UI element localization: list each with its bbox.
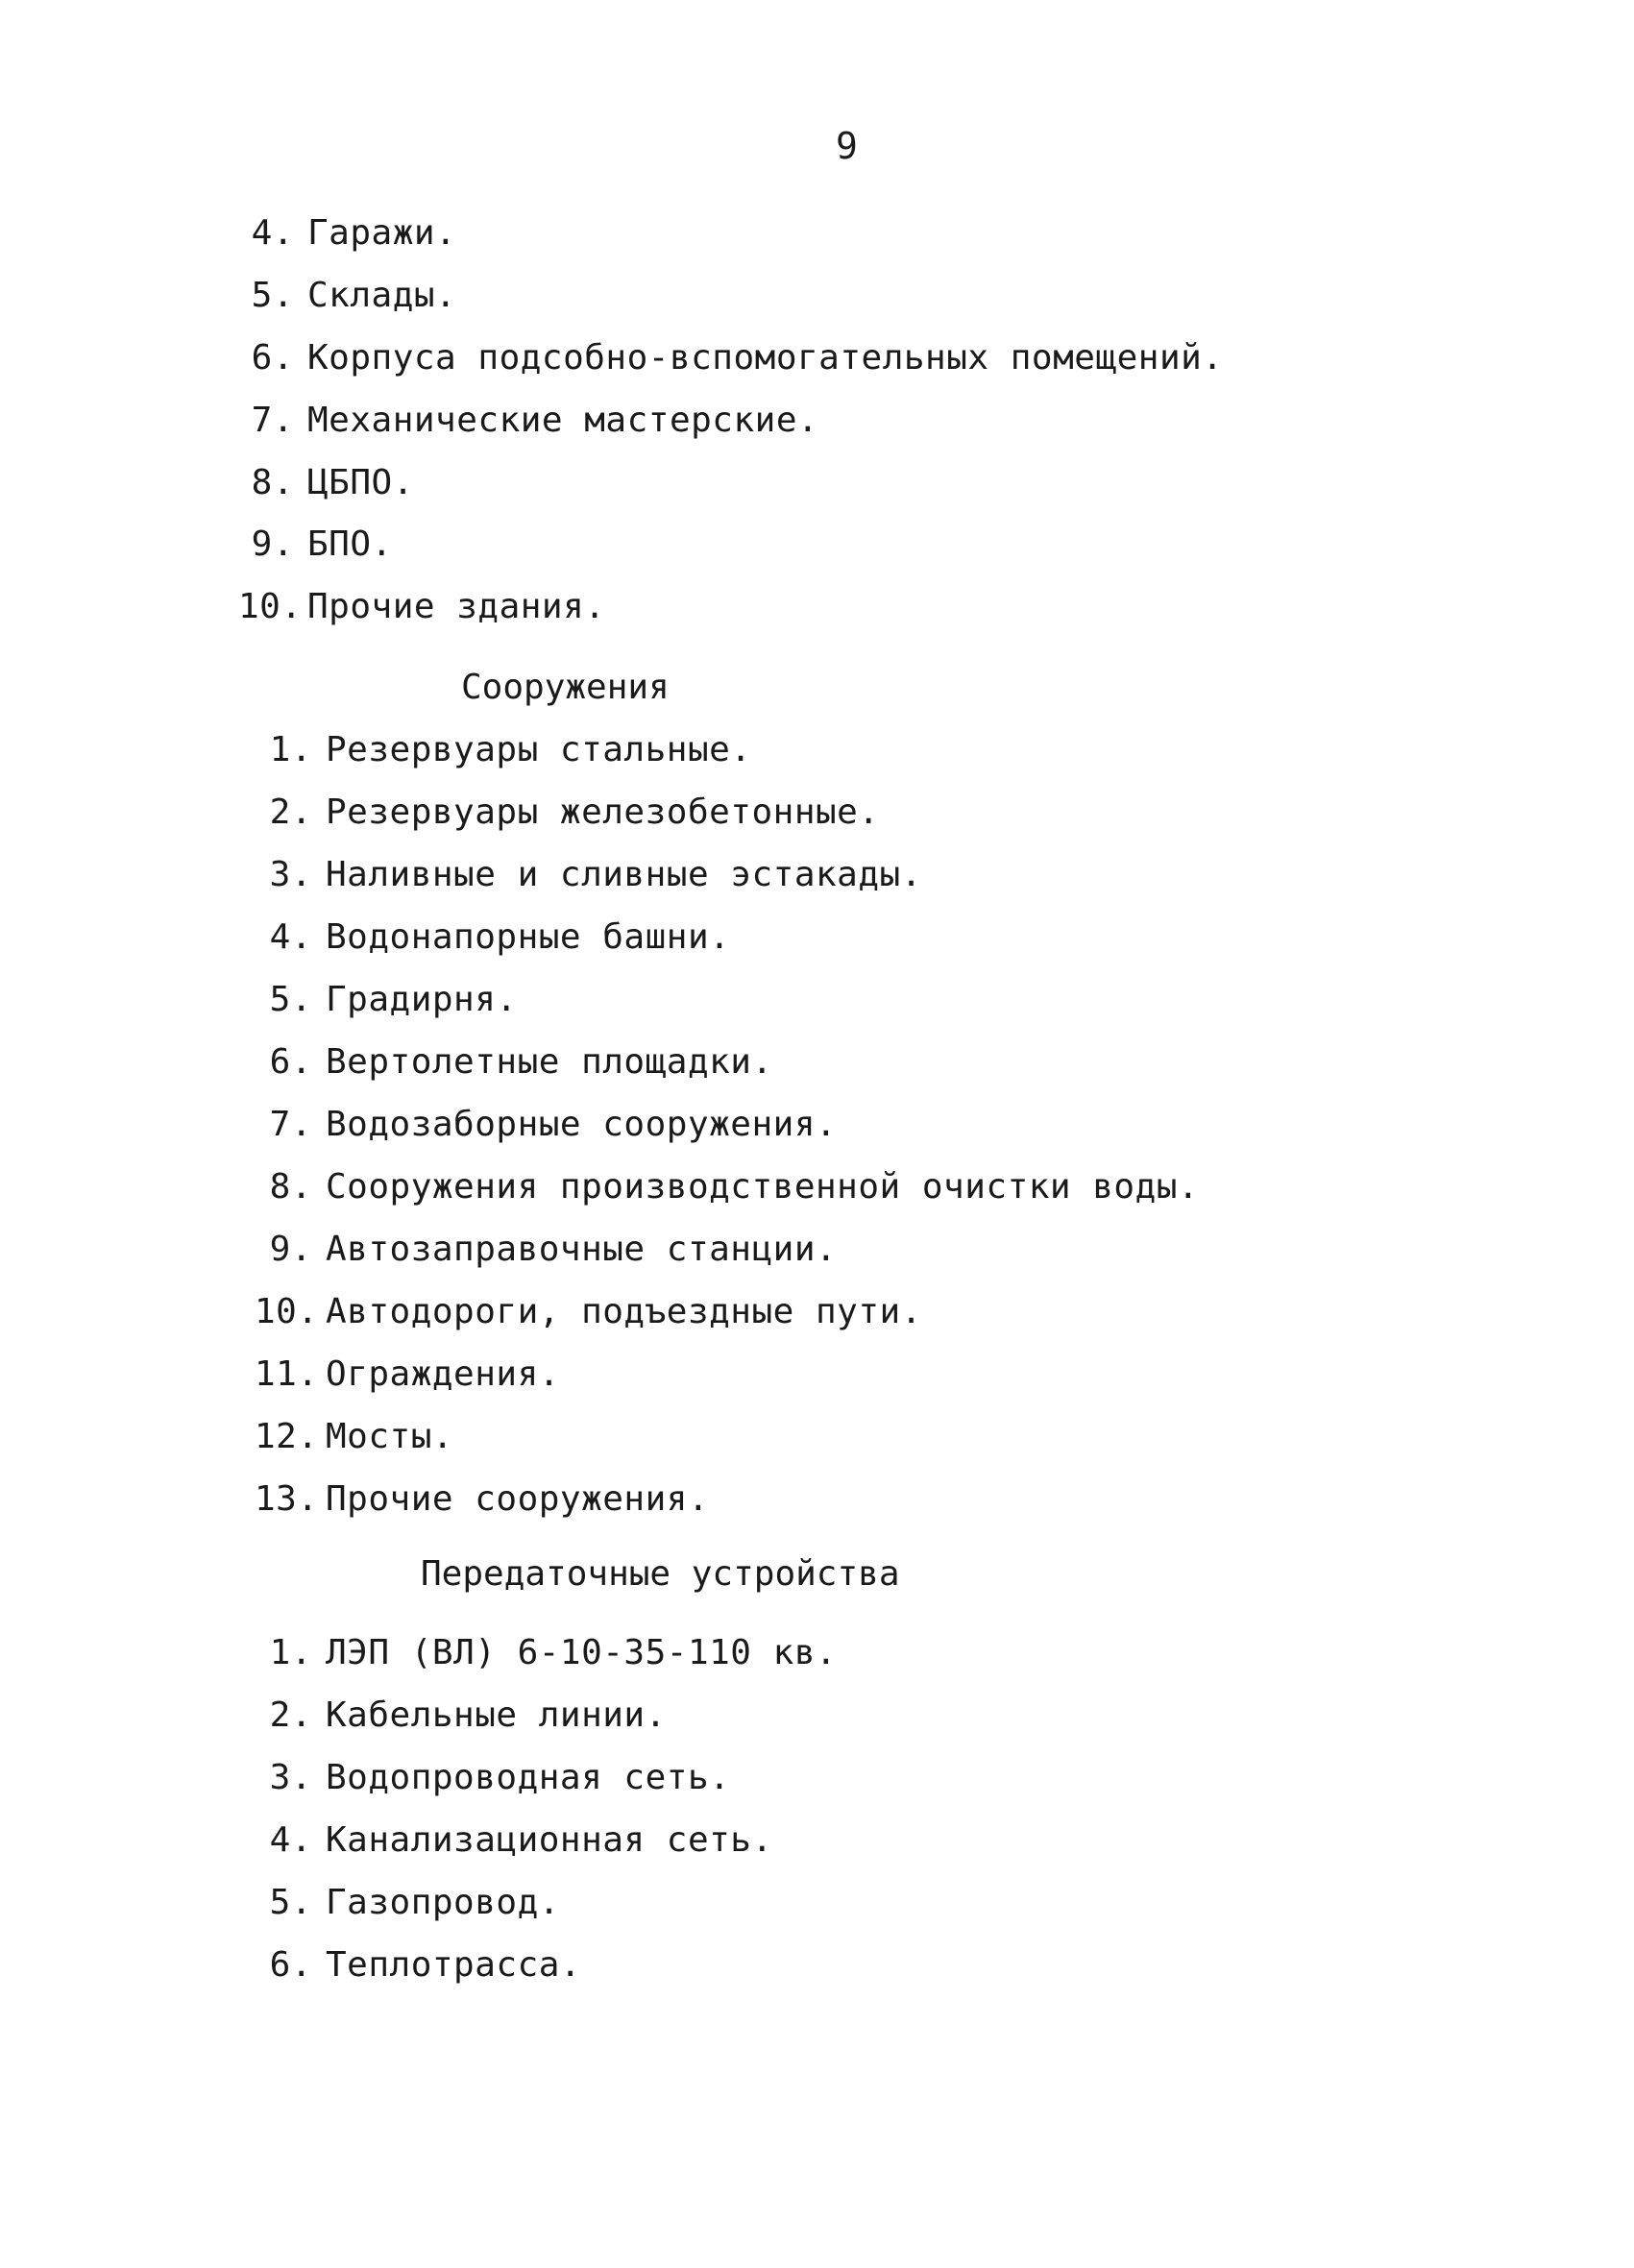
item-number: 13. (255, 1479, 319, 1519)
item-number: 8. (269, 1167, 312, 1207)
structure-item (255, 1167, 1199, 1207)
item-number: 10. (238, 587, 303, 626)
item-text: Прочие сооружения. (326, 1479, 710, 1519)
item-number: 7. (269, 1105, 312, 1144)
item-text: Кабельные линии. (326, 1695, 667, 1735)
building-item (238, 524, 393, 564)
building-item (238, 338, 1223, 378)
item-text: Градирня. (326, 980, 518, 1019)
item-text: ЦБПО. (307, 463, 414, 502)
building-item (238, 276, 456, 315)
item-text: Автозаправочные станции. (326, 1230, 838, 1269)
transmission-item (255, 1633, 837, 1672)
item-text: Ограждения. (326, 1354, 560, 1394)
structure-item (255, 855, 922, 894)
item-number: 1. (269, 1633, 312, 1672)
structure-item (255, 1042, 773, 1082)
building-item (238, 401, 818, 440)
item-text: Резервуары стальные. (326, 730, 752, 769)
item-text: Канализационная сеть. (326, 1820, 773, 1860)
item-number: 6. (269, 1042, 312, 1082)
structure-item (255, 1230, 837, 1269)
building-item (238, 213, 456, 253)
item-number: 4. (269, 917, 312, 957)
page-number: 9 (836, 125, 858, 167)
item-text: Наливные и сливные эстакады. (326, 855, 922, 894)
structure-item (255, 980, 518, 1019)
item-number: 10. (255, 1292, 319, 1331)
item-text: Механические мастерские. (307, 401, 819, 440)
structure-item (255, 1354, 560, 1394)
transmission-item (255, 1945, 581, 1985)
transmission-item (255, 1883, 560, 1922)
structure-item (255, 1417, 453, 1456)
transmission-item (255, 1820, 773, 1860)
item-number: 5. (269, 1883, 312, 1922)
item-number: 3. (269, 1758, 312, 1797)
transmission-item (255, 1695, 667, 1735)
building-item (238, 463, 414, 502)
item-number: 8. (251, 463, 294, 502)
item-text: Газопровод. (326, 1883, 560, 1922)
item-number: 7. (251, 401, 294, 440)
item-text: Сооружения производственной очистки воды. (326, 1167, 1200, 1207)
item-text: Автодороги, подъездные пути. (326, 1292, 922, 1331)
item-text: Прочие здания. (307, 587, 606, 626)
item-text: Резервуары железобетонные. (326, 793, 880, 832)
item-number: 4. (251, 213, 294, 253)
item-number: 12. (255, 1417, 319, 1456)
structure-item (255, 917, 730, 957)
item-number: 2. (269, 793, 312, 832)
item-text: Склады. (307, 276, 457, 315)
structure-item (255, 1105, 837, 1144)
structure-item (255, 793, 880, 832)
item-text: ЛЭП (ВЛ) 6-10-35-110 кв. (326, 1633, 838, 1672)
item-number: 6. (251, 338, 294, 378)
item-number: 2. (269, 1695, 312, 1735)
structure-item (255, 1479, 709, 1519)
item-number: 3. (269, 855, 312, 894)
item-text: Водопроводная сеть. (326, 1758, 731, 1797)
item-number: 5. (251, 276, 294, 315)
item-text: Водонапорные башни. (326, 917, 731, 957)
section-heading-structures: Сооружения (461, 668, 670, 707)
item-number: 5. (269, 980, 312, 1019)
building-item (238, 587, 605, 626)
item-number: 1. (269, 730, 312, 769)
section-heading-transmission: Передаточные устройства (421, 1554, 900, 1594)
item-text: Водозаборные сооружения. (326, 1105, 838, 1144)
item-text: БПО. (307, 524, 393, 564)
item-number: 9. (251, 524, 294, 564)
item-number: 9. (269, 1230, 312, 1269)
item-number: 4. (269, 1820, 312, 1860)
item-number: 11. (255, 1354, 319, 1394)
item-text: Вертолетные площадки. (326, 1042, 773, 1082)
item-text: Гаражи. (307, 213, 457, 253)
item-number: 6. (269, 1945, 312, 1985)
item-text: Мосты. (326, 1417, 454, 1456)
structure-item (255, 1292, 922, 1331)
item-text: Теплотрасса. (326, 1945, 582, 1985)
transmission-item (255, 1758, 730, 1797)
structure-item (255, 730, 751, 769)
item-text: Корпуса подсобно-вспомогательных помещений. (307, 338, 1224, 378)
